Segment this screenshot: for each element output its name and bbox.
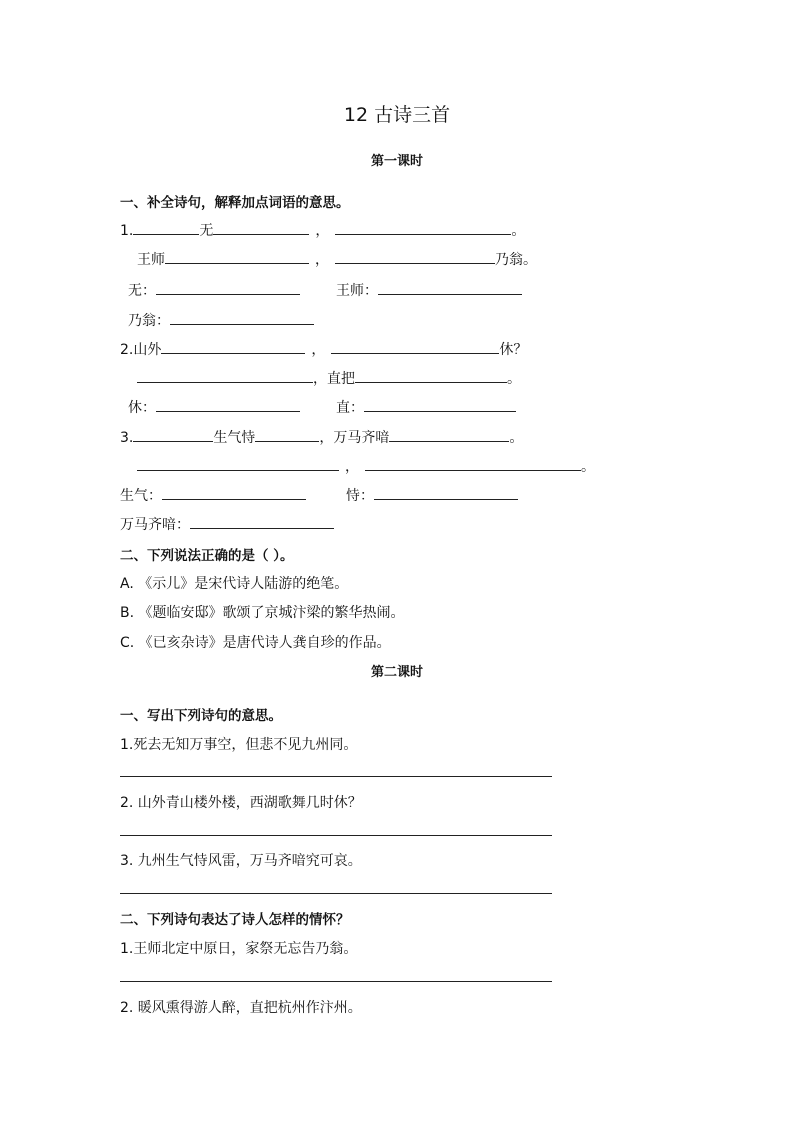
poem-line-item: 3. 九州生气恃风雷，万马齐喑究可哀。 xyxy=(120,853,362,869)
def-wanma-label: 万马齐喑： xyxy=(120,517,190,533)
def-row xyxy=(128,280,300,300)
period: 。 xyxy=(507,371,521,387)
lesson1-section1-heading: 一、补全诗句，解释加点词语的意思。 xyxy=(120,195,350,211)
blank[interactable] xyxy=(335,249,495,264)
def-row xyxy=(336,397,516,417)
poem-line-item: 2. 暖风熏得游人醉，直把杭州作汴州。 xyxy=(120,1000,362,1016)
def-row xyxy=(336,280,522,300)
blank[interactable] xyxy=(137,456,339,471)
def-shi-label: 恃： xyxy=(346,488,374,504)
def-xiu-blank[interactable] xyxy=(156,397,300,412)
option-a: A. 《示儿》是宋代诗人陆游的绝笔。 xyxy=(120,576,349,592)
comma: ， xyxy=(315,252,329,268)
lesson-1-label: 第一课时 xyxy=(370,154,423,169)
q2-word-xiu: 休？ xyxy=(499,342,528,358)
answer-line[interactable] xyxy=(120,835,552,836)
q3-number: 3. xyxy=(120,430,134,446)
q3-word-shengqishi: 生气恃 xyxy=(213,430,256,446)
def-row xyxy=(128,310,314,330)
def-shengqi-blank[interactable] xyxy=(162,485,306,500)
blank[interactable] xyxy=(365,456,581,471)
period: 。 xyxy=(511,223,526,239)
blank[interactable] xyxy=(133,220,199,235)
def-zhi-label: 直： xyxy=(336,400,364,416)
q1-line2 xyxy=(137,249,537,269)
def-row xyxy=(346,485,518,505)
blank[interactable] xyxy=(213,220,309,235)
lesson2-section1-heading: 一、写出下列诗句的意思。 xyxy=(120,708,282,724)
q1-word-naiweng: 乃翁。 xyxy=(495,252,537,268)
q1-number: 1. xyxy=(120,223,134,239)
def-zhi-blank[interactable] xyxy=(364,397,516,412)
lesson-2-label: 第二课时 xyxy=(370,665,423,680)
blank[interactable] xyxy=(355,368,507,383)
blank[interactable] xyxy=(335,220,511,235)
def-row xyxy=(120,485,306,505)
q1-word-wu: 无 xyxy=(199,223,214,239)
answer-line[interactable] xyxy=(120,981,552,982)
def-shengqi-label: 生气： xyxy=(120,488,162,504)
comma: ， xyxy=(311,342,326,358)
q3-line1 xyxy=(120,427,523,447)
blank[interactable] xyxy=(255,427,319,442)
def-xiu-label: 休： xyxy=(128,400,156,416)
def-wangshi-label: 王师： xyxy=(336,283,378,299)
blank[interactable] xyxy=(165,249,309,264)
period: 。 xyxy=(581,459,595,475)
def-wu-blank[interactable] xyxy=(156,280,300,295)
def-wangshi-blank[interactable] xyxy=(378,280,522,295)
blank[interactable] xyxy=(133,427,213,442)
def-shi-blank[interactable] xyxy=(374,485,518,500)
def-row xyxy=(128,397,300,417)
lesson2-section2-heading: 二、下列诗句表达了诗人怎样的情怀？ xyxy=(120,912,350,928)
poem-line-item: 1.死去无知万事空，但悲不见九州同。 xyxy=(120,737,358,753)
option-c: C. 《已亥杂诗》是唐代诗人龚自珍的作品。 xyxy=(120,635,391,651)
q1-line1 xyxy=(120,220,525,240)
comma: ， xyxy=(345,459,359,475)
blank[interactable] xyxy=(137,368,313,383)
blank[interactable] xyxy=(331,339,499,354)
q3-word-wanma: ，万马齐喑 xyxy=(319,430,390,446)
poem-line-item: 1.王师北定中原日，家祭无忘告乃翁。 xyxy=(120,941,358,957)
lesson1-section2-heading: 二、下列说法正确的是（ ）。 xyxy=(120,548,294,564)
def-wanma-blank[interactable] xyxy=(190,514,334,529)
q2-word-zhiba: ，直把 xyxy=(313,371,355,387)
period: 。 xyxy=(509,430,524,446)
page-title: 12 古诗三首 xyxy=(343,104,451,126)
q2-line2 xyxy=(137,368,521,388)
comma: ， xyxy=(315,223,330,239)
answer-line[interactable] xyxy=(120,893,552,894)
q2-number: 2. xyxy=(120,342,134,358)
option-b: B. 《题临安邸》歌颂了京城汴梁的繁华热闹。 xyxy=(120,605,405,621)
q2-word-shanwai: 山外 xyxy=(133,342,162,358)
q1-word-wangshi: 王师 xyxy=(137,252,165,268)
def-naiweng-blank[interactable] xyxy=(170,310,314,325)
def-wu-label: 无： xyxy=(128,283,156,299)
q3-line2 xyxy=(137,456,595,476)
blank[interactable] xyxy=(161,339,305,354)
answer-line[interactable] xyxy=(120,776,552,777)
def-naiweng-label: 乃翁： xyxy=(128,313,170,329)
q2-line1 xyxy=(120,339,527,359)
blank[interactable] xyxy=(389,427,509,442)
def-row xyxy=(120,514,334,534)
poem-line-item: 2. 山外青山楼外楼，西湖歌舞几时休？ xyxy=(120,795,362,811)
